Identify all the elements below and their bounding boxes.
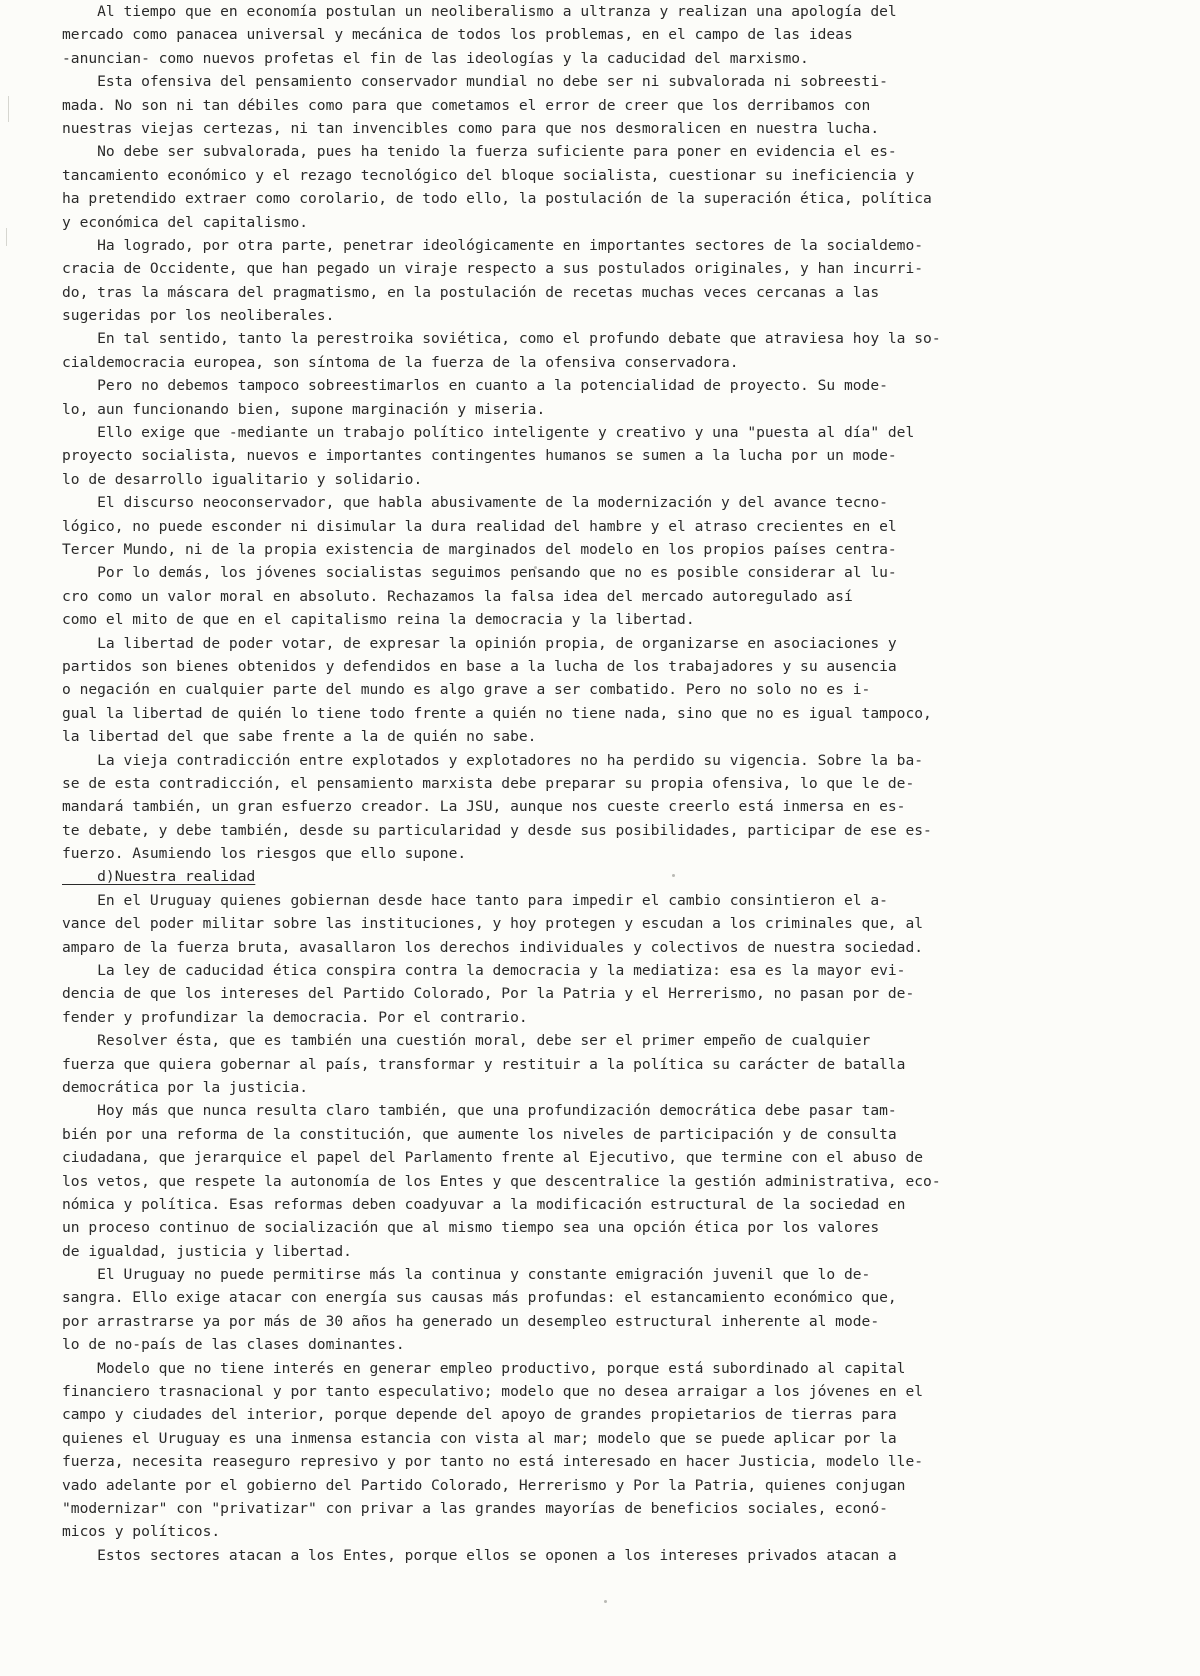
section-heading: d)Nuestra realidad xyxy=(62,868,256,886)
text-line: La ley de caducidad ética conspira contra la democracia y la mediatiza: esa es la mayor evi- xyxy=(62,962,906,980)
text-line: El Uruguay no puede permitirse más la continua y constante emigración juvenil que lo de- xyxy=(62,1266,871,1284)
text-line: ha pretendido extraer como corolario, de todo ello, la postulación de la superación ética, política xyxy=(62,190,932,208)
text-line: La libertad de poder votar, de expresar la opinión propia, de organizarse en asociaciones y xyxy=(62,634,897,652)
document-text xyxy=(62,0,1152,1567)
text-line: do, tras la máscara del pragmatismo, en la postulación de recetas muchas veces cercanas a las xyxy=(62,283,880,301)
text-line: se de esta contradicción, el pensamiento marxista debe preparar su propia ofensiva, lo que le de- xyxy=(62,774,915,792)
text-line: -anuncian- como nuevos profetas el fin de las ideologías y la caducidad del marxismo. xyxy=(62,49,809,67)
text-line: dencia de que los intereses del Partido Colorado, Por la Patria y el Herrerismo, no pasan por de- xyxy=(62,985,915,1003)
text-line: como el mito de que en el capitalismo reina la democracia y la libertad. xyxy=(62,611,695,629)
scan-mark xyxy=(8,96,9,122)
text-line: los vetos, que respete la autonomía de los Entes y que descentralice la gestión administrativa, eco- xyxy=(62,1172,941,1190)
text-line: fuerza, necesita reaseguro represivo y por tanto no está interesado en hacer Justicia, modelo lle- xyxy=(62,1453,924,1471)
text-line: de igualdad, justicia y libertad. xyxy=(62,1242,352,1260)
text-line: En el Uruguay quienes gobiernan desde hace tanto para impedir el cambio consintieron el a- xyxy=(62,891,888,909)
text-line: nuestras viejas certezas, ni tan invencibles como para que nos desmoralicen en nuestra lucha. xyxy=(62,119,880,137)
text-line: ciudadana, que jerarquice el papel del Parlamento frente al Ejecutivo, que termine con el abuso de xyxy=(62,1149,924,1167)
text-line: campo y ciudades del interior, porque depende del apoyo de grandes propietarios de tierras para xyxy=(62,1406,897,1424)
text-line: sangra. Ello exige atacar con energía sus causas más profundas: el estancamiento económico que, xyxy=(62,1289,897,1307)
text-line: vado adelante por el gobierno del Partido Colorado, Herrerismo y Por la Patria, quienes conjugan xyxy=(62,1476,906,1494)
text-line: Tercer Mundo, ni de la propia existencia de marginados del modelo en los propios países centra- xyxy=(62,540,897,558)
text-line: amparo de la fuerza bruta, avasallaron los derechos individuales y colectivos de nuestra sociedad. xyxy=(62,938,924,956)
text-line: proyecto socialista, nuevos e importantes contingentes humanos se sumen a la lucha por un mode- xyxy=(62,447,897,465)
text-line: quienes el Uruguay es una inmensa estancia con vista al mar; modelo que se puede aplicar por la xyxy=(62,1429,897,1447)
text-line: mandará también, un gran esfuerzo creador. La JSU, aunque nos cueste creerlo está inmersa en es- xyxy=(62,798,906,816)
text-line: financiero trasnacional y por tanto especulativo; modelo que no desea arraigar a los jóvenes en el xyxy=(62,1383,924,1401)
text-line: un proceso continuo de socialización que al mismo tiempo sea una opción ética por los valores xyxy=(62,1219,880,1237)
text-line: "modernizar" con "privatizar" con privar a las grandes mayorías de beneficios sociales, econó- xyxy=(62,1500,888,1517)
text-line: la libertad del que sabe frente a la de quién no sabe. xyxy=(62,728,537,746)
text-line: sugeridas por los neoliberales. xyxy=(62,307,335,325)
text-line: partidos son bienes obtenidos y defendidos en base a la lucha de los trabajadores y su ausencia xyxy=(62,657,897,675)
scan-mark xyxy=(6,228,7,246)
text-line: bién por una reforma de la constitución, que aumente los niveles de participación y de consulta xyxy=(62,1125,897,1143)
text-line: Al tiempo que en economía postulan un neoliberalismo a ultranza y realizan una apología del xyxy=(62,3,897,20)
text-line: Pero no debemos tampoco sobreestimarlos en cuanto a la potencialidad de proyecto. Su mode- xyxy=(62,377,888,395)
text-line: Resolver ésta, que es también una cuestión moral, debe ser el primer empeño de cualquier xyxy=(62,1032,871,1050)
scan-speck xyxy=(604,1600,607,1603)
text-line: y económica del capitalismo. xyxy=(62,213,309,231)
text-line: democrática por la justicia. xyxy=(62,1078,309,1096)
text-line: No debe ser subvalorada, pues ha tenido la fuerza suficiente para poner en evidencia el es- xyxy=(62,143,897,161)
text-line: micos y políticos. xyxy=(62,1523,221,1541)
text-line: por arrastrarse ya por más de 30 años ha generado un desempleo estructural inherente al mode- xyxy=(62,1312,880,1330)
text-line: te debate, y debe también, desde su particularidad y desde sus posibilidades, participar de ese es- xyxy=(62,821,932,839)
text-line: vance del poder militar sobre las instituciones, y hoy protegen y escudan a los criminales que, al xyxy=(62,915,924,933)
text-line: lo de no-país de las clases dominantes. xyxy=(62,1336,405,1354)
text-line: lo de desarrollo igualitario y solidario. xyxy=(62,470,423,488)
text-line: fender y profundizar la democracia. Por el contrario. xyxy=(62,1008,528,1026)
text-line: lógico, no puede esconder ni disimular la dura realidad del hambre y el atraso crecientes en el xyxy=(62,517,897,535)
text-line: En tal sentido, tanto la perestroika soviética, como el profundo debate que atraviesa hoy la so- xyxy=(62,330,941,348)
text-line: Ello exige que -mediante un trabajo político inteligente y creativo y una "puesta al día" del xyxy=(62,424,915,442)
text-line: La vieja contradicción entre explotados y explotadores no ha perdido su vigencia. Sobre la ba- xyxy=(62,751,924,769)
text-line: Hoy más que nunca resulta claro también, que una profundización democrática debe pasar tam- xyxy=(62,1102,897,1120)
text-line: mercado como panacea universal y mecánica de todos los problemas, en el campo de las ideas xyxy=(62,26,853,44)
text-line: fuerzo. Asumiendo los riesgos que ello supone. xyxy=(62,845,467,863)
text-line: Esta ofensiva del pensamiento conservador mundial no debe ser ni subvalorada ni sobreesti- xyxy=(62,73,888,91)
text-line: Ha logrado, por otra parte, penetrar ideológicamente en importantes sectores de la socialdemo- xyxy=(62,236,924,254)
text-line: gual la libertad de quién lo tiene todo frente a quién no tiene nada, sino que no es igual tampoco, xyxy=(62,704,932,722)
text-line: o negación en cualquier parte del mundo es algo grave a ser combatido. Pero no solo no es i- xyxy=(62,681,871,699)
text-line: nómica y política. Esas reformas deben coadyuvar a la modificación estructural de la sociedad en xyxy=(62,1195,906,1213)
text-line: cracia de Occidente, que han pegado un viraje respecto a sus postulados originales, y han incurri- xyxy=(62,260,924,278)
text-line: Estos sectores atacan a los Entes, porque ellos se oponen a los intereses privados atacan a xyxy=(62,1546,897,1564)
text-line: El discurso neoconservador, que habla abusivamente de la modernización y del avance tecno- xyxy=(62,494,888,512)
text-line: Modelo que no tiene interés en generar empleo productivo, porque está subordinado al capital xyxy=(62,1359,906,1377)
text-line: cro como un valor moral en absoluto. Rechazamos la falsa idea del mercado autoregulado así xyxy=(62,587,853,605)
text-line: cialdemocracia europea, son síntoma de la fuerza de la ofensiva conservadora. xyxy=(62,353,739,371)
text-line: tancamiento económico y el rezago tecnológico del bloque socialista, cuestionar su ineficiencia y xyxy=(62,166,915,184)
text-line: Por lo demás, los jóvenes socialistas seguimos pensando que no es posible considerar al lu- xyxy=(62,564,897,582)
text-line: mada. No son ni tan débiles como para que cometamos el error de creer que los derribamos con xyxy=(62,96,871,114)
text-line: fuerza que quiera gobernar al país, transformar y restituir a la política su carácter de batalla xyxy=(62,1055,906,1073)
text-line: lo, aun funcionando bien, supone marginación y miseria. xyxy=(62,400,546,418)
